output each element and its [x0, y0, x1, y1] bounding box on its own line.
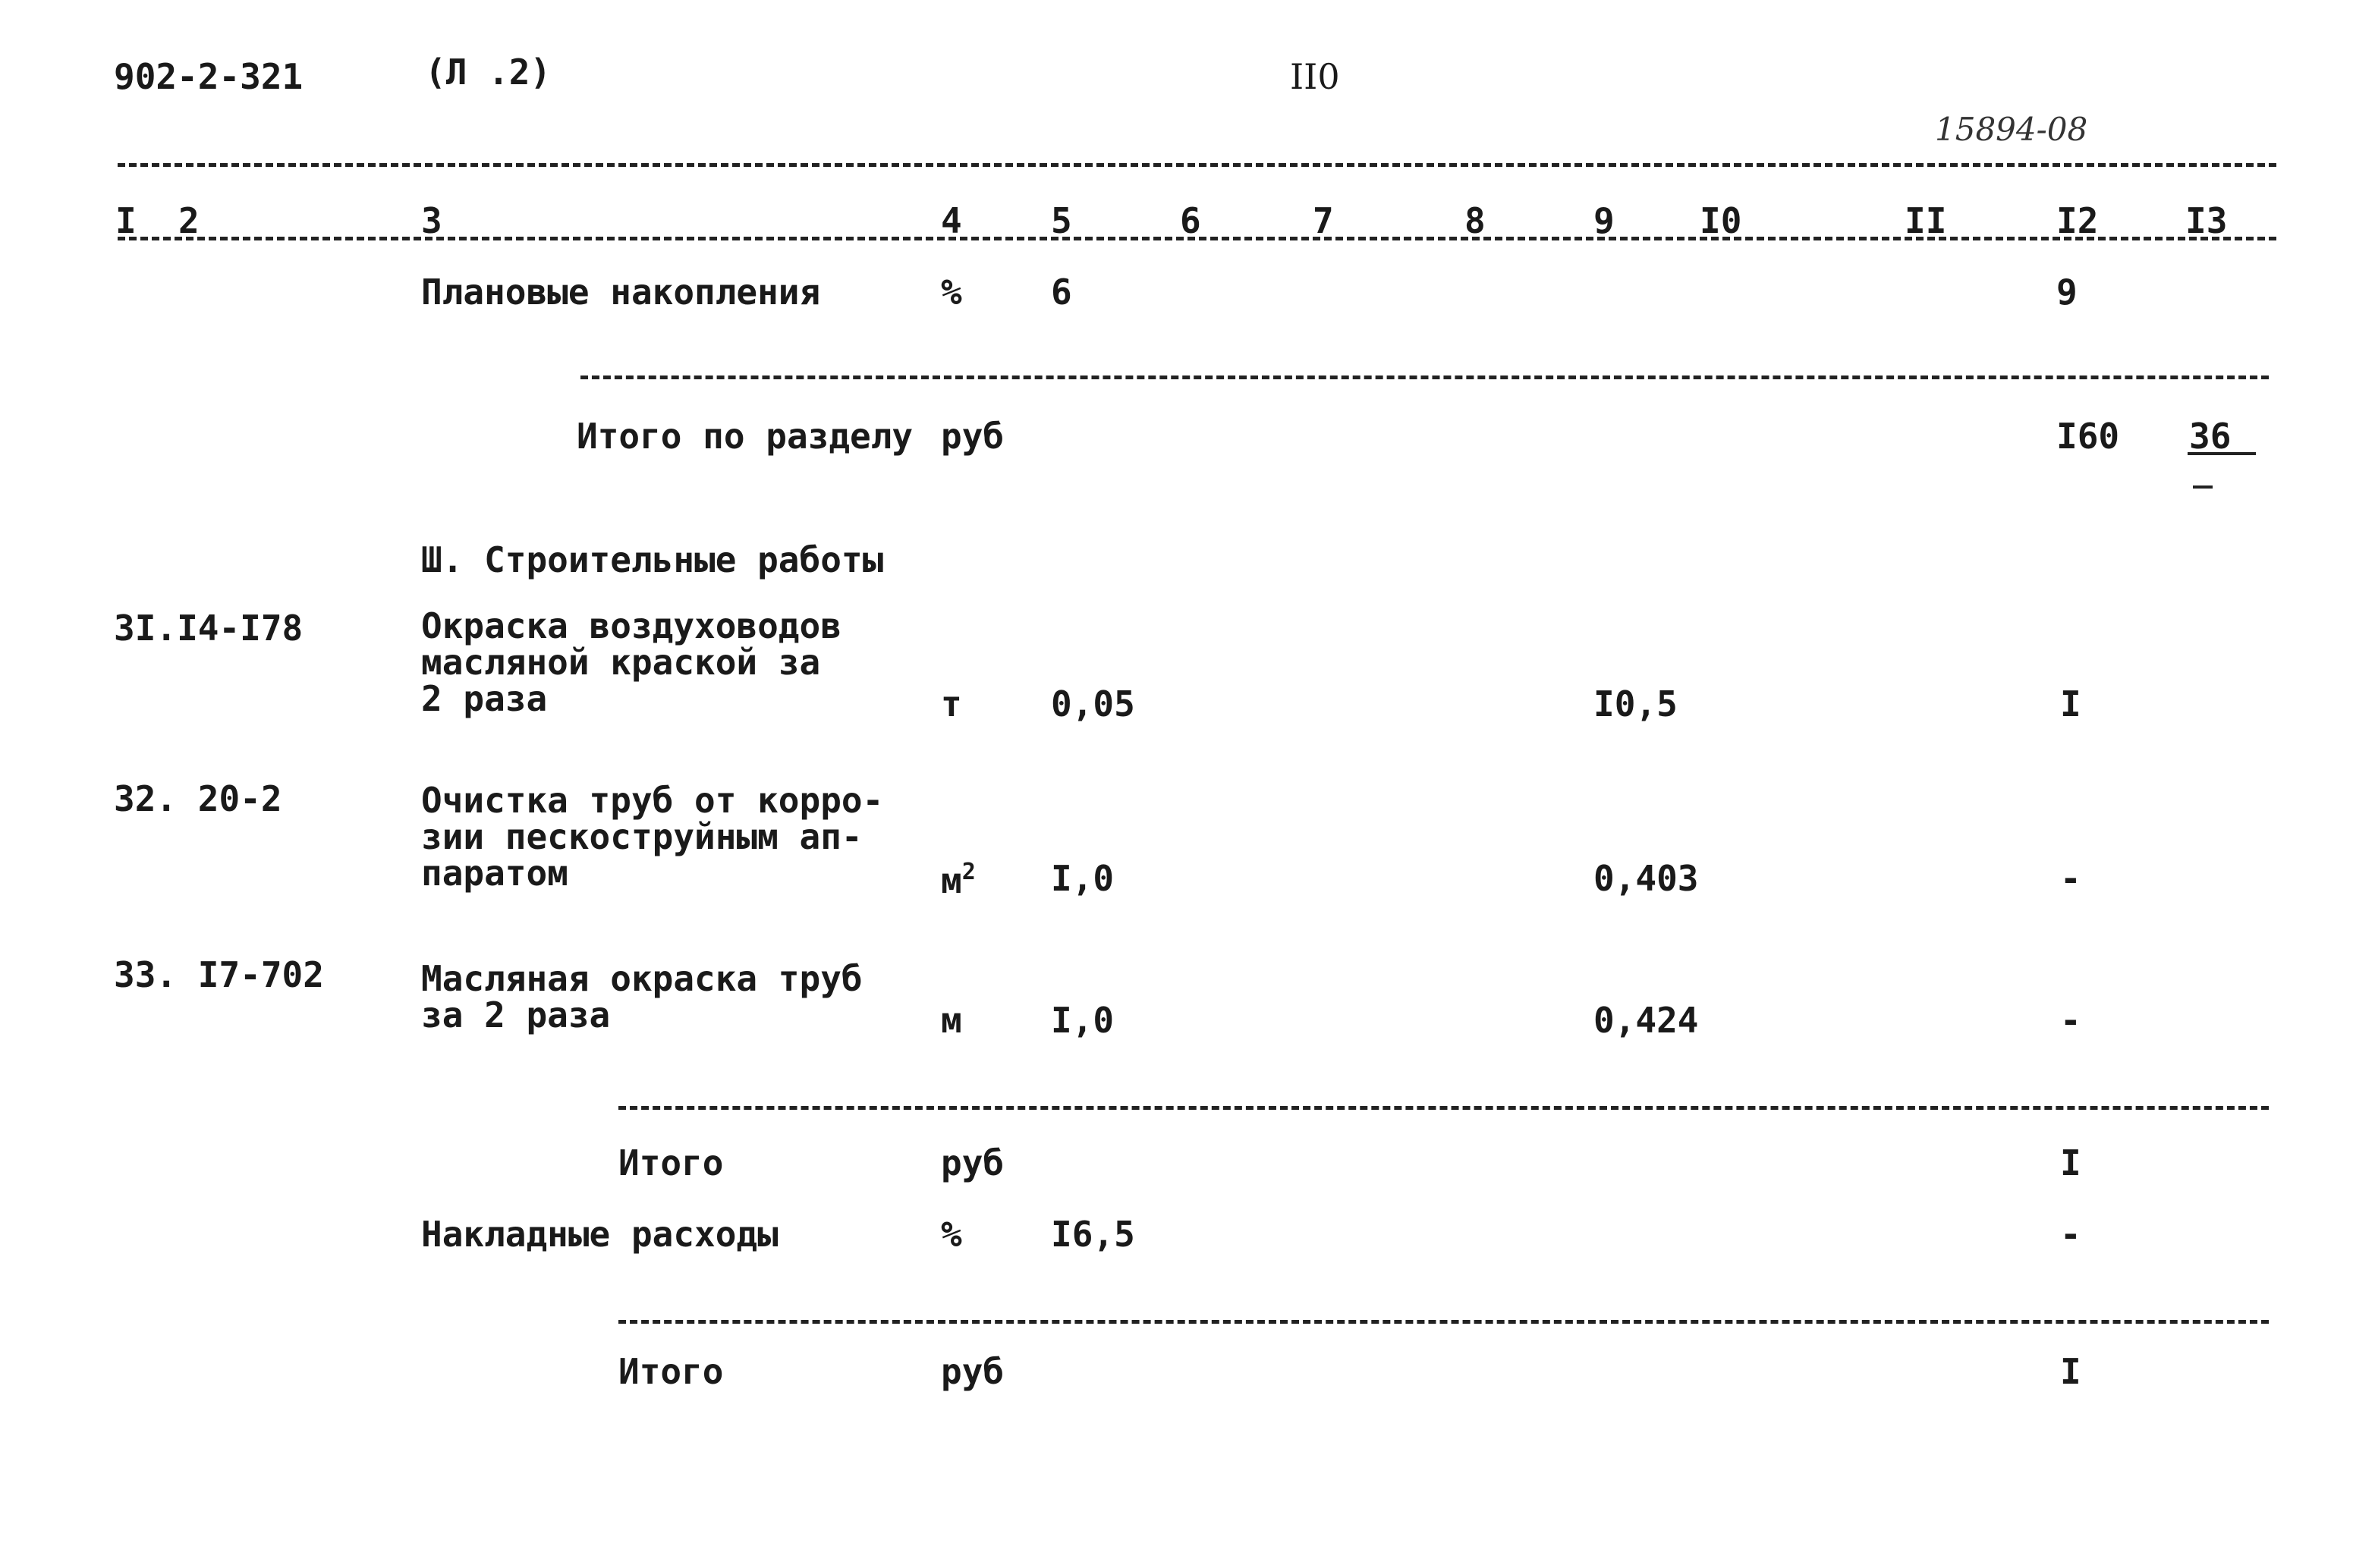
sheet-ref: (Л .2) — [425, 52, 552, 93]
column-header-baseline — [118, 237, 2276, 240]
item-name-line2: зии пескоструйным ап- — [421, 816, 863, 857]
item-name-line1: Очистка труб от корро- — [421, 780, 884, 821]
subtotal-rule-3 — [618, 1320, 2269, 1324]
col-number-7: 7 — [1313, 200, 1334, 241]
item-name-line1: Окраска воздуховодов — [421, 605, 841, 646]
item-col12: - — [2060, 1000, 2081, 1041]
col-number-12: I2 — [2056, 200, 2099, 241]
subtotal-rule-1 — [580, 376, 2269, 379]
row-col12: - — [2060, 1214, 2081, 1255]
item-code: 32. 20-2 — [114, 778, 282, 819]
item-col9: 0,403 — [1593, 858, 1699, 899]
item-unit — [941, 859, 976, 901]
unit-exponent: 2 — [961, 859, 976, 885]
row-name: Плановые накопления — [421, 272, 821, 313]
row-col13: 36 — [2189, 416, 2232, 457]
col-number-8: 8 — [1464, 200, 1486, 241]
row-unit: руб — [941, 416, 1005, 457]
row-name: Итого по разделу — [577, 416, 914, 457]
col-number-4: 4 — [941, 200, 962, 241]
item-qty: 0,05 — [1051, 683, 1135, 724]
row-unit: % — [941, 1214, 962, 1255]
item-code: 33. I7-702 — [114, 954, 324, 995]
row-col12: I — [2060, 1351, 2081, 1392]
item-unit: м — [941, 1000, 962, 1041]
subtotal-rule-2 — [618, 1106, 2269, 1110]
row-name: Накладные расходы — [421, 1214, 779, 1255]
page-number: II0 — [1290, 56, 1340, 97]
section-heading: Ш. Строительные работы — [421, 539, 884, 580]
row-qty: 6 — [1051, 272, 1072, 313]
item-code: 3I.I4-I78 — [114, 608, 304, 649]
col-number-11: II — [1905, 200, 1947, 241]
row-unit: руб — [941, 1142, 1005, 1183]
item-qty: I,0 — [1051, 858, 1115, 899]
item-col9: 0,424 — [1593, 1000, 1699, 1041]
col-number-10: I0 — [1700, 200, 1742, 241]
row-qty: I6,5 — [1051, 1214, 1135, 1255]
item-col9: I0,5 — [1593, 683, 1678, 724]
row-unit: руб — [941, 1351, 1005, 1392]
col13-mark — [2193, 485, 2213, 489]
col-number-2: 2 — [178, 200, 200, 241]
col-number-3: 3 — [421, 200, 442, 241]
row-col12: I60 — [2056, 416, 2120, 457]
col-number-5: 5 — [1051, 200, 1072, 241]
inventory-number: 15894-08 — [1935, 111, 2088, 148]
item-name-line3: 2 раза — [421, 678, 548, 719]
doc-code: 902-2-321 — [114, 56, 304, 97]
col-number-6: 6 — [1180, 200, 1201, 241]
item-col12: I — [2060, 683, 2081, 724]
item-qty: I,0 — [1051, 1000, 1115, 1041]
item-name-line2: за 2 раза — [421, 995, 611, 1035]
col-number-9: 9 — [1593, 200, 1615, 241]
row-unit: % — [941, 272, 962, 313]
item-name-line1: Масляная окраска труб — [421, 958, 863, 999]
row-col12: 9 — [2056, 272, 2078, 313]
col-number-13: I3 — [2185, 200, 2228, 241]
item-col12: - — [2060, 858, 2081, 899]
unit-base: м — [941, 860, 962, 901]
row-name: Итого — [618, 1142, 724, 1183]
item-unit: т — [941, 683, 962, 724]
row-name: Итого — [618, 1351, 724, 1392]
col-number-1: I — [115, 200, 137, 241]
item-name-line2: масляной краской за — [421, 642, 821, 683]
col13-underline — [2188, 452, 2256, 455]
header-top-rule — [118, 163, 2276, 167]
item-name-line3: паратом — [421, 853, 568, 894]
row-col12: I — [2060, 1142, 2081, 1183]
